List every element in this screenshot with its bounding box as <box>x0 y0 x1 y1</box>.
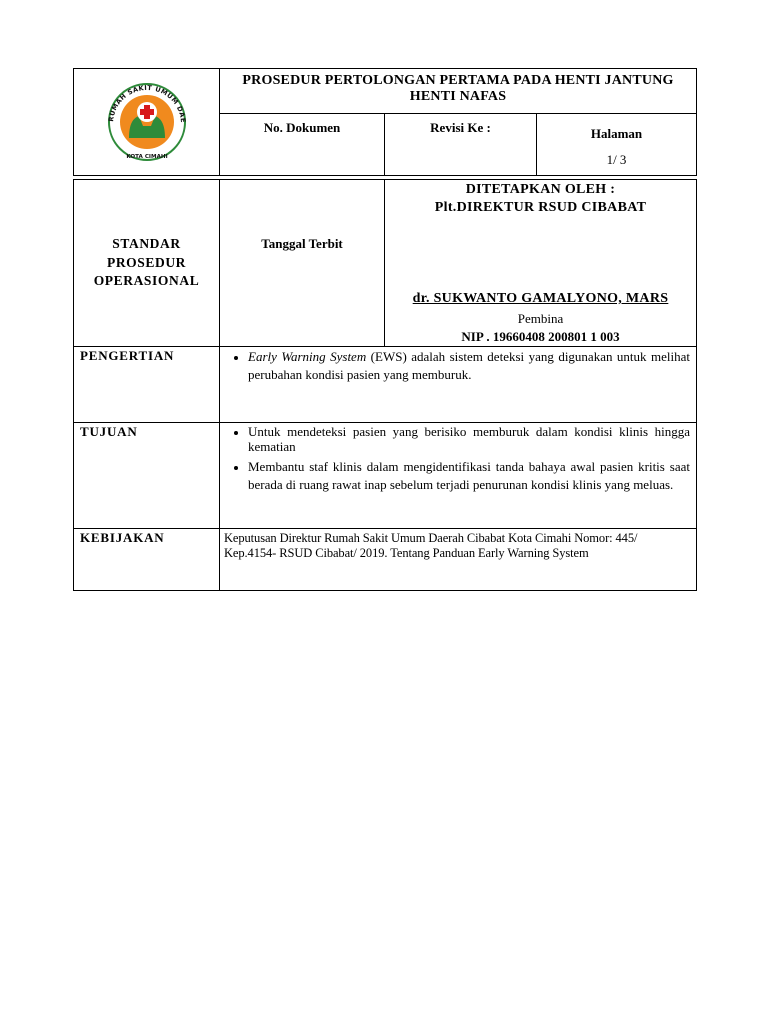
spo-label-line: OPERASIONAL <box>93 273 200 289</box>
ews-term: Early Warning System <box>248 349 367 364</box>
header-table <box>73 68 697 176</box>
pengertian-label: PENGERTIAN <box>74 347 220 423</box>
logo-cell <box>74 69 220 176</box>
spo-label-line: PROSEDUR <box>106 254 187 270</box>
svg-text:KOTA CIMAHI: KOTA CIMAHI <box>125 153 168 160</box>
approval-cell <box>385 180 697 347</box>
tujuan-label: TUJUAN <box>74 423 220 529</box>
tujuan-body <box>220 423 697 529</box>
spo-label-cell <box>74 180 220 347</box>
signatory-name: dr. SUKWANTO GAMALYONO, MARS <box>412 291 669 306</box>
signatory-rank: Pembina <box>517 311 564 326</box>
halaman-cell <box>537 114 697 176</box>
halaman-value: 1/ 3 <box>606 152 627 167</box>
document-title: PROSEDUR PERTOLONGAN PERTAMA PADA HENTI JANTUNG HENTI NAFAS <box>220 69 697 114</box>
kebijakan-label: KEBIJAKAN <box>74 529 220 591</box>
svg-text:RUMAH SAKIT UMUM DAERAH CIBABA: RUMAH SAKIT UMUM DAE <box>106 83 187 123</box>
halaman-label: Halaman <box>590 126 643 141</box>
ditetapkan-label <box>385 180 696 217</box>
ditetapkan-line: Plt.DIREKTUR RSUD CIBABAT <box>434 200 647 215</box>
tanggal-terbit-label: Tanggal Terbit <box>220 180 385 347</box>
hospital-logo-icon <box>99 78 195 162</box>
body-table <box>73 179 697 591</box>
spo-label <box>74 235 219 291</box>
spo-label-line: STANDAR <box>112 236 181 252</box>
list-item: • Membantu staf klinis dalam mengidentifikasi tanda bahaya awal pasien kritis saat berada di ruang rawat inap sebelum terjadi penurunan kondisi klinis yang meluas. <box>248 458 690 494</box>
signatory-nip: NIP . 19660408 200801 1 003 <box>461 329 620 344</box>
list-item: • Untuk mendeteksi pasien yang berisiko memburuk dalam kondisi klinis hingga kematian <box>248 424 690 454</box>
sop-document <box>73 68 696 591</box>
kebijakan-body: Keputusan Direktur Rumah Sakit Umum Daerah Cibabat Kota Cimahi Nomor: 445/ Kep.4154- RSUD Cibabat/ 2019. Tentang Panduan Early Warning System <box>220 529 697 591</box>
no-dokumen-label: No. Dokumen <box>220 114 385 176</box>
pengertian-body <box>220 347 697 423</box>
ditetapkan-line: DITETAPKAN OLEH : <box>465 182 616 197</box>
pengertian-text: (EWS) adalah sistem deteksi yang digunakan untuk melihat perubahan kondisi pasien yang memburuk. <box>248 349 690 382</box>
revisi-label: Revisi Ke : <box>385 114 537 176</box>
list-item <box>248 348 690 384</box>
